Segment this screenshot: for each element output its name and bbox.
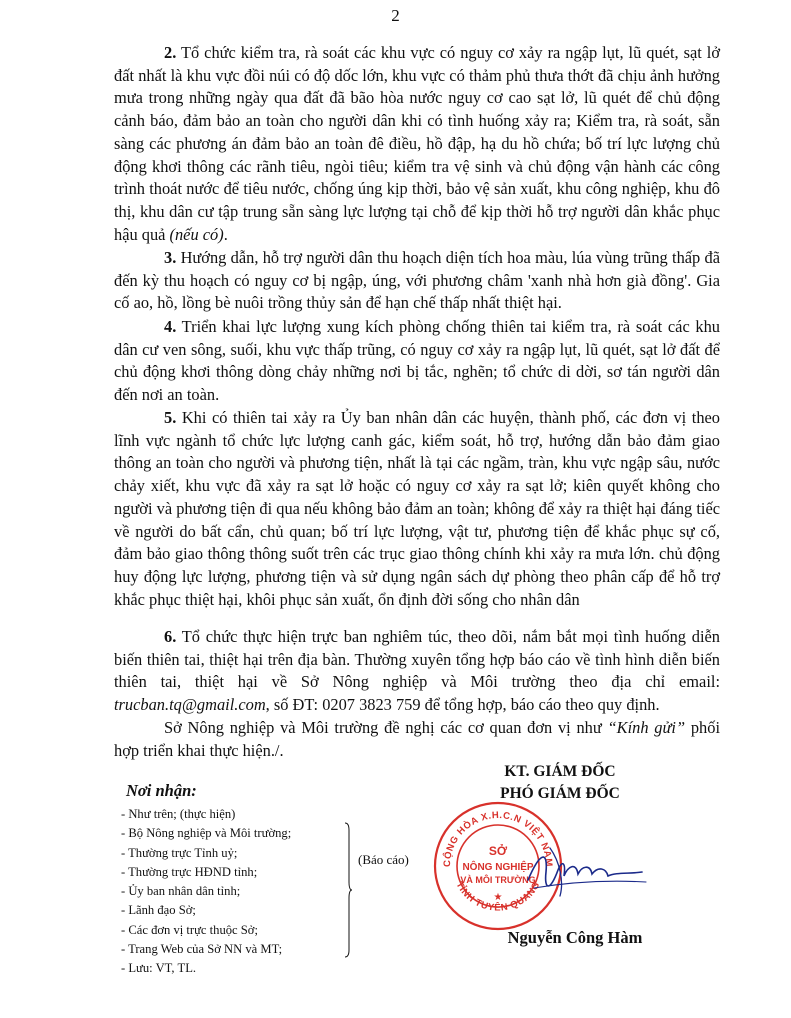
paragraph-5-text: Khi có thiên tai xảy ra Ủy ban nhân dân các huyện, thành phố, các đơn vị theo lĩnh vực ngành tổ chức lực lượng canh gác, kiểm soát, hỗ trợ, hướng dẫn bảo đảm giao thông an toàn cho người và phương tiện, nhất là tại các ngầm, tràn, khu vực ngập sâu, nước chảy xiết, khu vực đã xảy ra sạt lở hoặc có nguy cơ xảy ra sạt lở; kiên quyết không cho người và phương tiện đi qua nếu không bảo đảm an toàn; không để xảy ra thiệt hại đáng tiếc về người do bất cẩn, chủ quan; bố trí lực lượng, vật tư, phương tiện để khắc phục sự cố, đảm bảo giao thông thông suốt trên các trục giao thông chính khi xảy ra mưa lớn. chủ động huy động lực lượng, phương tiện và sử dụng ngân sách dự phòng theo phân cấp để hỗ trợ khắc phục thiệt hại, khôi phục sản xuất, ổn định đời sống cho nhân dân bbox=[114, 408, 720, 609]
recipient-item: - Các đơn vị trực thuộc Sở; bbox=[121, 922, 258, 937]
page-number: 2 bbox=[391, 6, 400, 25]
recipient-item: - Bộ Nông nghiệp và Môi trường; bbox=[121, 826, 292, 841]
brace-note: (Báo cáo) bbox=[358, 852, 409, 867]
paragraph-5-number: 5. bbox=[164, 408, 177, 427]
signature-title-line-2: PHÓ GIÁM ĐỐC bbox=[500, 785, 620, 802]
closing-text: Sở Nông nghiệp và Môi trường đề nghị các cơ quan đơn vị như bbox=[164, 718, 608, 737]
paragraph-3-number: 3. bbox=[164, 248, 177, 267]
recipient-item: - Lãnh đạo Sở; bbox=[121, 903, 196, 918]
paragraph-4-text: Triển khai lực lượng xung kích phòng chống thiên tai kiểm tra, rà soát các khu dân cư ven sông, suối, khu vực thấp trũng, có nguy cơ xảy ra ngập lụt, lũ quét, sạt lở đất để chủ động khơi thông dòng chảy những nơi bị tắc, nghẽn; tổ chức di dời, sơ tán người dân đến nơi an toàn. bbox=[114, 317, 720, 405]
recipient-item: - Trang Web của Sở NN và MT; bbox=[121, 942, 283, 957]
paragraph-6 bbox=[114, 626, 720, 717]
paragraph-2-number: 2. bbox=[164, 43, 177, 62]
recipient-item: - Thường trực HĐND tỉnh; bbox=[121, 864, 258, 879]
paragraph-3 bbox=[114, 247, 720, 315]
paragraph-2 bbox=[114, 42, 720, 246]
contact-email[interactable]: trucban.tq@gmail.com bbox=[114, 695, 266, 715]
signature-title-line-1: KT. GIÁM ĐỐC bbox=[504, 763, 616, 780]
closing-quote: “Kính gửi” bbox=[607, 718, 686, 737]
handwritten-signature-icon bbox=[520, 842, 650, 902]
seal-line-1: SỞ bbox=[488, 844, 508, 858]
signer-name: Nguyễn Công Hàm bbox=[507, 928, 643, 947]
seal-line-2: NÔNG NGHIỆP bbox=[462, 862, 534, 873]
curly-brace-icon bbox=[344, 822, 352, 958]
closing-tail: phối hợp triển khai thực hiện./. bbox=[114, 718, 720, 760]
paragraph-4 bbox=[114, 316, 720, 407]
paragraph-3-text: Hướng dẫn, hỗ trợ người dân thu hoạch diện tích hoa màu, lúa vùng trũng thấp đã đến kỳ thu hoạch có nguy cơ bị ngập, úng, với phương châm 'xanh nhà hơn già đồng'. Gia cố ao, hồ, lồng bè nuôi trồng thủy sản để hạn chế thấp nhất thiệt hại. bbox=[114, 248, 720, 313]
svg-text:★: ★ bbox=[493, 892, 503, 903]
recipient-item: - Lưu: VT, TL. bbox=[121, 961, 197, 976]
seal-line-3: VÀ MÔI TRƯỜNG bbox=[460, 875, 536, 885]
closing-paragraph bbox=[114, 717, 720, 762]
paragraph-6-tail: , số ĐT: 0207 3823 759 để tổng hợp, báo cáo theo quy định. bbox=[265, 695, 660, 715]
recipients-list bbox=[121, 805, 291, 979]
paragraph-6-text: Tổ chức thực hiện trực ban nghiêm túc, theo dõi, nắm bắt mọi tình huống diễn biến thiên tai, thiệt hại trên địa bàn. Thường xuyên tổng hợp báo cáo về tình hình diễn biến thiên tai, thiệt hại về Sở Nông nghiệp và Môi trường theo địa chỉ email: bbox=[114, 627, 720, 692]
recipient-item: - Thường trực Tỉnh uỷ; bbox=[121, 845, 238, 860]
paragraph-6-number: 6. bbox=[164, 627, 177, 646]
recipient-item: - Như trên; (thực hiện) bbox=[121, 807, 236, 821]
seal-bottom-text: TỈNH TUYÊN QUANG bbox=[453, 879, 543, 914]
recipient-item: - Ủy ban nhân dân tỉnh; bbox=[121, 884, 241, 899]
paragraph-2-note: (nếu có) bbox=[169, 224, 224, 244]
seal-top-text: CỘNG HÒA X.H.C.N VIỆT NAM bbox=[441, 809, 555, 868]
paragraph-2-text: Tổ chức kiểm tra, rà soát các khu vực có nguy cơ xảy ra ngập lụt, lũ quét, sạt lở đất nhất là khu vực đồi núi có độ dốc lớn, khu vực có thảm phủ thưa thớt đã chịu ảnh hưởng mưa trong những ngày qua đất đã bão hòa nước nguy cơ cao sạt lở, lũ quét để chủ động cảnh báo, đảm bảo an toàn cho người dân khi có tình huống xảy ra; Kiểm tra, rà soát, sẵn sàng các phương án đảm bảo an toàn đê điều, hồ đập, hạ du hồ chứa; bố trí lực lượng chủ động khơi thông các rãnh tiêu, ngòi tiêu; kiểm tra vệ sinh và chủ động vận hành các công trình thoát nước để tiêu nước, chống úng kịp thời, bảo vệ sản xuất, khu công nghiệp, khu đô thị, khu dân cư tập trung sẵn sàng lực lượng tại chỗ để kịp thời hỗ trợ người dân khắc phục hậu quả bbox=[114, 43, 720, 244]
recipients-heading: Nơi nhận: bbox=[126, 781, 197, 800]
paragraph-4-number: 4. bbox=[164, 317, 177, 336]
paragraph-2-end: . bbox=[223, 224, 228, 244]
paragraph-5 bbox=[114, 407, 720, 611]
